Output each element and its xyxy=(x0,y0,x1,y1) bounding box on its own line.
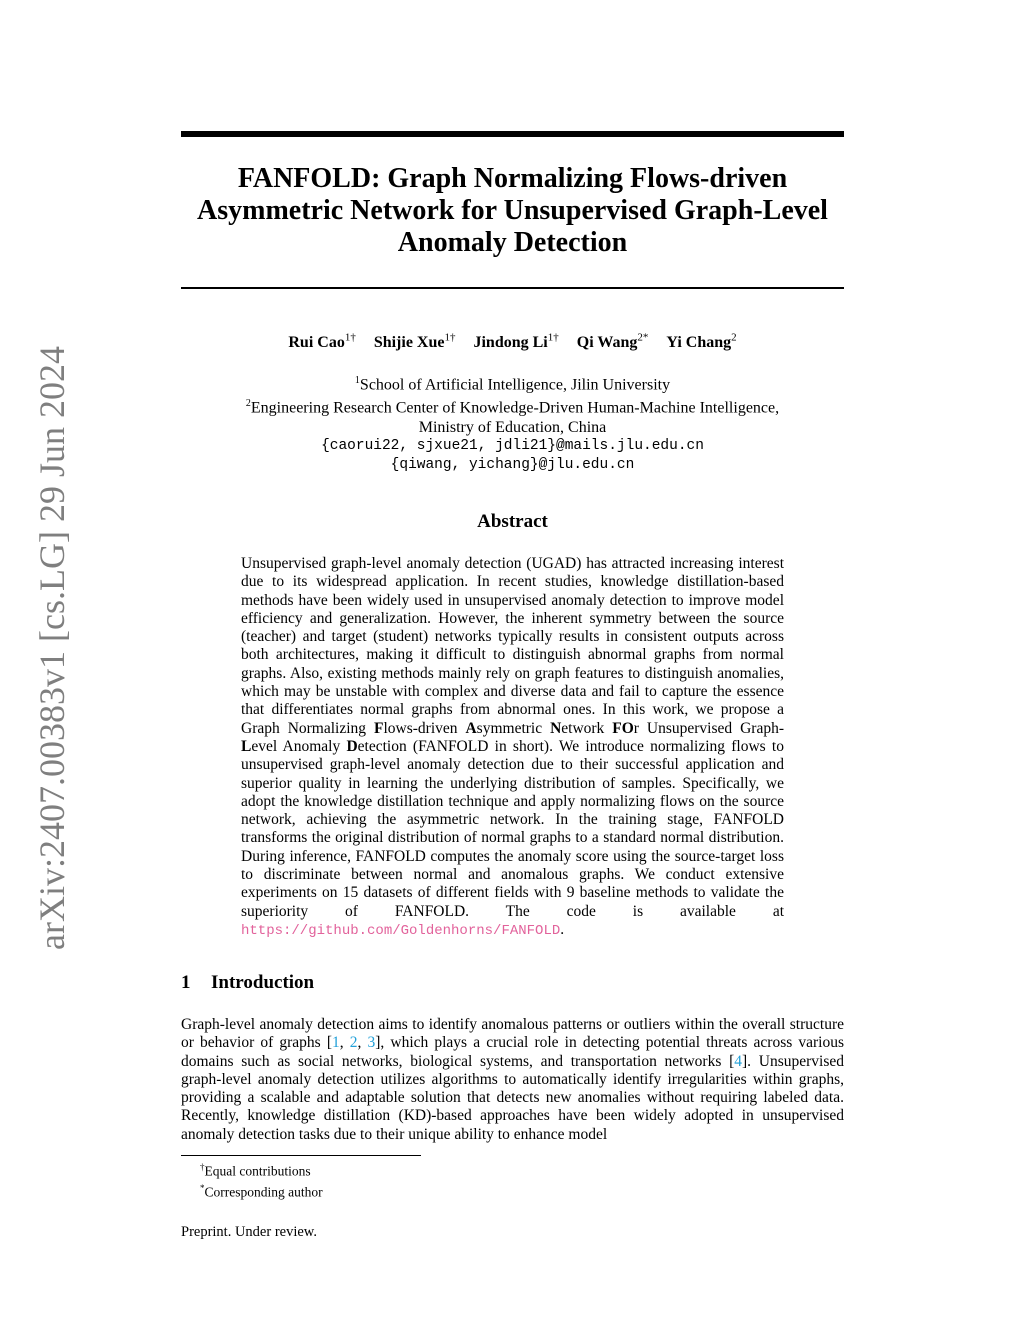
intro-text: Graph-level anomaly detection aims to identify anomalous patterns or outliers within the overall structure or behavior of graphs [ xyxy=(181,1016,844,1052)
intro-text: ], which plays a crucial role in detecting potential threats across various domains such as social networks, biological systems, and transportation networks [ xyxy=(181,1034,845,1070)
citation-link[interactable]: 4 xyxy=(734,1052,742,1070)
title-line: Anomaly Detection xyxy=(397,227,628,258)
author-mark: 1† xyxy=(444,332,456,344)
paper-title xyxy=(181,163,844,259)
author xyxy=(577,334,649,351)
abstract-end: . xyxy=(560,920,565,938)
author xyxy=(288,334,355,351)
section-title: Introduction xyxy=(211,972,315,993)
author-mark: 1† xyxy=(344,332,356,344)
abstract-text: etection (FANFOLD in short). We introduce normalizing flows to unsupervised graph-level anomaly detection due to their successful application and superior quality in learning the underlying distribution of samples. Specifically, we adopt the knowledge distillation technique and apply normalizing flows on the source network, achieving the asymmetric network. In the training stage, FANFOLD transforms the original distribution of normal graphs to a standard normal distribution. During inference, FANFOLD computes the anomaly score using the source-target loss to discriminate between normal and anomalous graphs. We conduct extensive experiments on 15 datasets of different fields with 9 baseline methods to validate the superiority of FANFOLD. The code is available at xyxy=(241,737,784,920)
title-line: FANFOLD: Graph Normalizing Flows-driven xyxy=(237,163,788,194)
affiliations xyxy=(181,371,844,475)
intro-paragraph xyxy=(181,1016,844,1144)
affiliation-mark: 1 xyxy=(354,375,360,386)
abstract-text: r Unsupervised Graph- xyxy=(633,719,785,737)
author-list xyxy=(181,332,844,352)
abstract-text: symmetric xyxy=(476,719,551,737)
title-line: Asymmetric Network for Unsupervised Graph-Level xyxy=(197,195,828,226)
citation-sep: , xyxy=(357,1034,368,1052)
intro-text: ]. Unsupervised graph-level anomaly detection utilizes algorithms to automatically identify irregularities within graphs, providing a scalable and adaptable solution that detects new anomalies without requiring labeled data. Recently, knowledge distillation (KD)-based approaches have been widely adopted in unsupervised anomaly detection tasks due to their unique ability to enhance model xyxy=(181,1052,844,1143)
affiliation-text: School of Artificial Intelligence, Jilin University xyxy=(359,376,671,394)
affiliation-2-cont: Ministry of Education, China xyxy=(418,418,607,436)
section-heading xyxy=(181,972,844,994)
abstract-text: Unsupervised graph-level anomaly detection (UGAD) has attracted increasing interest due to its widespread application. In recent studies, knowledge distillation-based methods have been widely used in unsupervised anomaly detection to improve model efficiency and generalization. However, the inherent symmetry between the source (teacher) and target (student) networks typically results in consistent outputs across both architectures, making it difficult to distinguish abnormal graphs from normal graphs. Also, existing methods mainly rely on graph features to distinguish anomalies, which may be unstable with complex and diverse data and fail to capture the essence that differentiates normal graphs from abnormal ones. In this work, we propose a Graph Normalizing xyxy=(241,555,784,737)
footnote xyxy=(200,1159,820,1180)
author-name: Jindong Li xyxy=(473,334,548,352)
acronym-letter: N xyxy=(550,719,562,737)
email-line-2: {qiwang, yichang}@jlu.edu.cn xyxy=(390,456,635,473)
author-name: Shijie Xue xyxy=(373,334,445,352)
acronym-letter: L xyxy=(241,737,252,755)
footnote xyxy=(200,1180,820,1201)
abstract-text: lows-driven xyxy=(383,719,466,737)
author-mark: 2 xyxy=(731,332,737,344)
abstract-text: evel Anomaly xyxy=(251,737,347,755)
citation-link[interactable]: 2 xyxy=(349,1034,358,1052)
email-line-1: {caorui22, sjxue21, jdli21}@mails.jlu.edu.cn xyxy=(321,437,704,454)
acronym-letter: D xyxy=(346,737,358,755)
author-name: Rui Cao xyxy=(288,334,345,352)
citation-link[interactable]: 1 xyxy=(331,1034,340,1052)
abstract-text: etwork xyxy=(561,719,613,737)
footnote-mark: † xyxy=(200,1162,205,1172)
author xyxy=(666,334,736,351)
abstract-heading: Abstract xyxy=(477,511,548,532)
author xyxy=(473,334,558,351)
affiliation-text: Engineering Research Center of Knowledge-Driven Human-Machine Intelligence, xyxy=(250,399,780,417)
code-link[interactable]: https://github.com/Goldenhorns/FANFOLD xyxy=(241,922,561,939)
title-rule-top xyxy=(181,131,844,137)
footnote-rule xyxy=(181,1155,421,1156)
author-mark: 1† xyxy=(547,332,559,344)
author xyxy=(374,334,456,351)
author-name: Qi Wang xyxy=(576,334,638,352)
acronym-letter: A xyxy=(465,719,477,737)
footnote-text: Corresponding author xyxy=(204,1184,323,1200)
abstract-body xyxy=(241,555,784,940)
affiliation-1 xyxy=(181,371,844,394)
arxiv-stamp: arXiv:2407.00383v1 [cs.LG] 29 Jun 2024 xyxy=(32,346,72,950)
citation-link[interactable]: 3 xyxy=(367,1034,376,1052)
affiliation-2 xyxy=(181,394,844,417)
title-rule-bottom xyxy=(181,287,844,289)
affiliation-mark: 2 xyxy=(245,398,251,410)
acronym-letter: F xyxy=(374,719,384,737)
footnotes xyxy=(200,1159,820,1201)
preprint-note: Preprint. Under review. xyxy=(181,1224,317,1240)
footnote-mark: * xyxy=(200,1183,205,1193)
author-name: Yi Chang xyxy=(666,334,732,352)
section-number: 1 xyxy=(181,972,191,993)
acronym-letter: FO xyxy=(612,719,634,737)
footnote-text: Equal contributions xyxy=(204,1163,311,1179)
author-mark: 2* xyxy=(637,332,649,344)
citation-sep: , xyxy=(339,1034,350,1052)
